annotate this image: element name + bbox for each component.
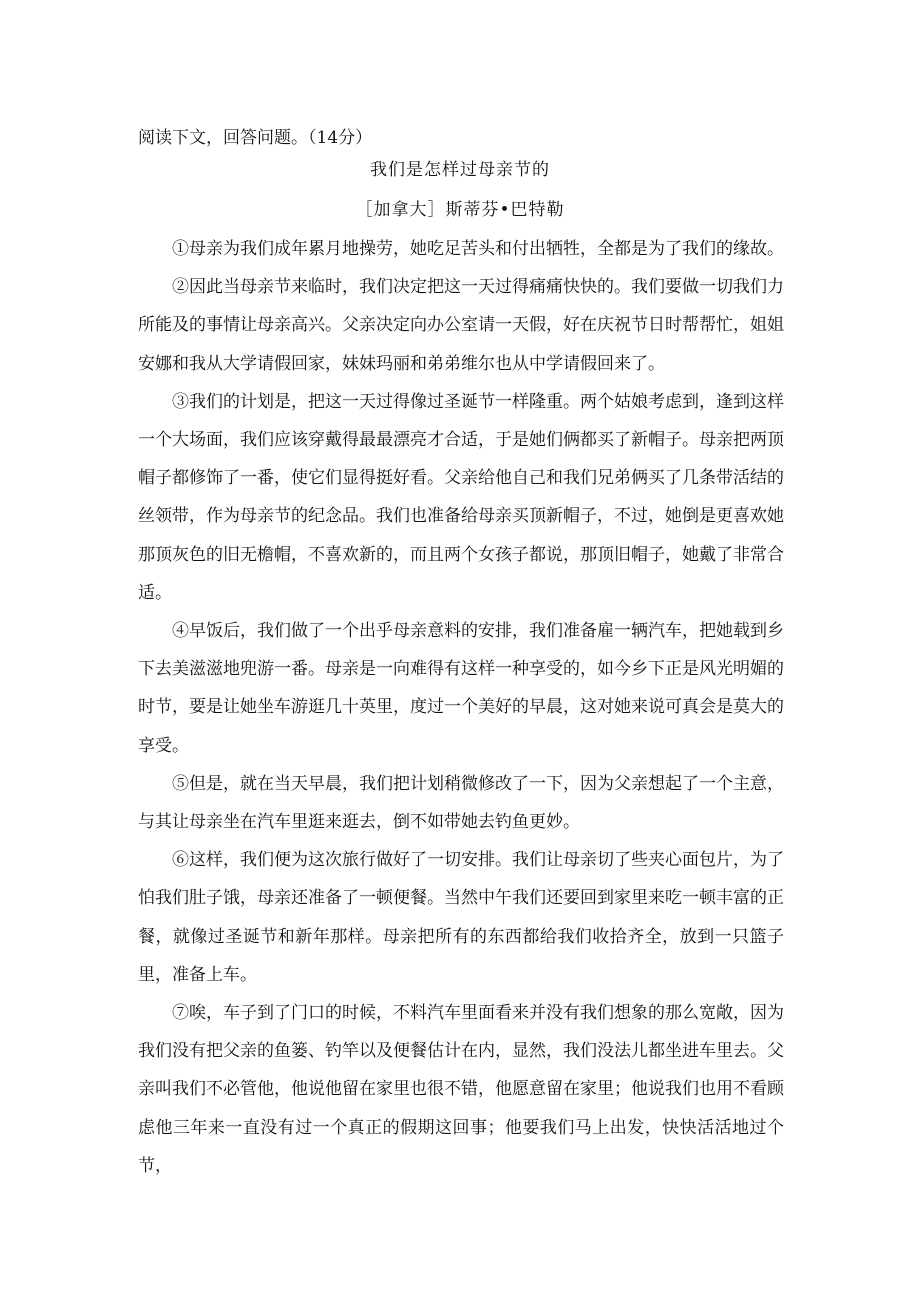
- article-body: [138, 230, 784, 1185]
- article-title: 我们是怎样过母亲节的: [370, 160, 550, 180]
- paragraph-1: ①母亲为我们成年累月地操劳，她吃足苦头和付出牺牲，全都是为了我们的缘故。: [172, 239, 784, 259]
- paragraph-6: ⑥这样，我们便为这次旅行做好了一切安排。我们让母亲切了些夹心面包片，为了怕我们肚子饿，母亲还准备了一顿便餐。当然中午我们还要回到家里来吃一顿丰富的正餐，就像过圣诞节和新年那样。母亲把所有的东西都给我们收拾齐全，放到一只篮子里，准备上车。: [138, 850, 784, 985]
- question-instruction: 阅读下文，回答问题。（14分）: [138, 128, 373, 148]
- article-author: ［加拿大］斯蒂芬•巴特勒: [355, 200, 565, 220]
- paragraph-4: ④早饭后，我们做了一个出乎母亲意料的安排，我们准备雇一辆汽车，把她载到乡下去美滋滋地兜游一番。母亲是一向难得有这样一种享受的，如今乡下正是风光明媚的时节，要是让她坐车游逛几十英里，度过一个美好的早晨，这对她来说可真会是莫大的享受。: [138, 621, 784, 756]
- paragraph-3: ③我们的计划是，把这一天过得像过圣诞节一样隆重。两个姑娘考虑到，逢到这样一个大场面，我们应该穿戴得最最漂亮才合适，于是她们俩都买了新帽子。母亲把两顶帽子都修饰了一番，使它们显得挺好看。父亲给他自己和我们兄弟俩买了几条带活结的丝领带，作为母亲节的纪念品。我们也准备给母亲买顶新帽子，不过，她倒是更喜欢她那顶灰色的旧无檐帽，不喜欢新的，而且两个女孩子都说，那顶旧帽子，她戴了非常合适。: [138, 391, 784, 603]
- paragraph-7: ⑦唉，车子到了门口的时候，不料汽车里面看来并没有我们想象的那么宽敞，因为我们没有把父亲的鱼篓、钓竿以及便餐估计在内，显然，我们没法儿都坐进车里去。父亲叫我们不必管他，他说他留在家里也很不错，他愿意留在家里；他说我们也用不看顾虑他三年来一直没有过一个真正的假期这回事；他要我们马上出发，快快活活地过个节，: [138, 1003, 784, 1176]
- paragraph-5: ⑤但是，就在当天早晨，我们把计划稍微修改了一下，因为父亲想起了一个主意，与其让母亲坐在汽车里逛来逛去，倒不如带她去钓鱼更妙。: [138, 773, 784, 833]
- paragraph-2: ②因此当母亲节来临时，我们决定把这一天过得痛痛快快的。我们要做一切我们力所能及的事情让母亲高兴。父亲决定向办公室请一天假，好在庆祝节日时帮帮忙，姐姐安娜和我从大学请假回家，妹妹玛丽和弟弟维尔也从中学请假回来了。: [138, 277, 784, 374]
